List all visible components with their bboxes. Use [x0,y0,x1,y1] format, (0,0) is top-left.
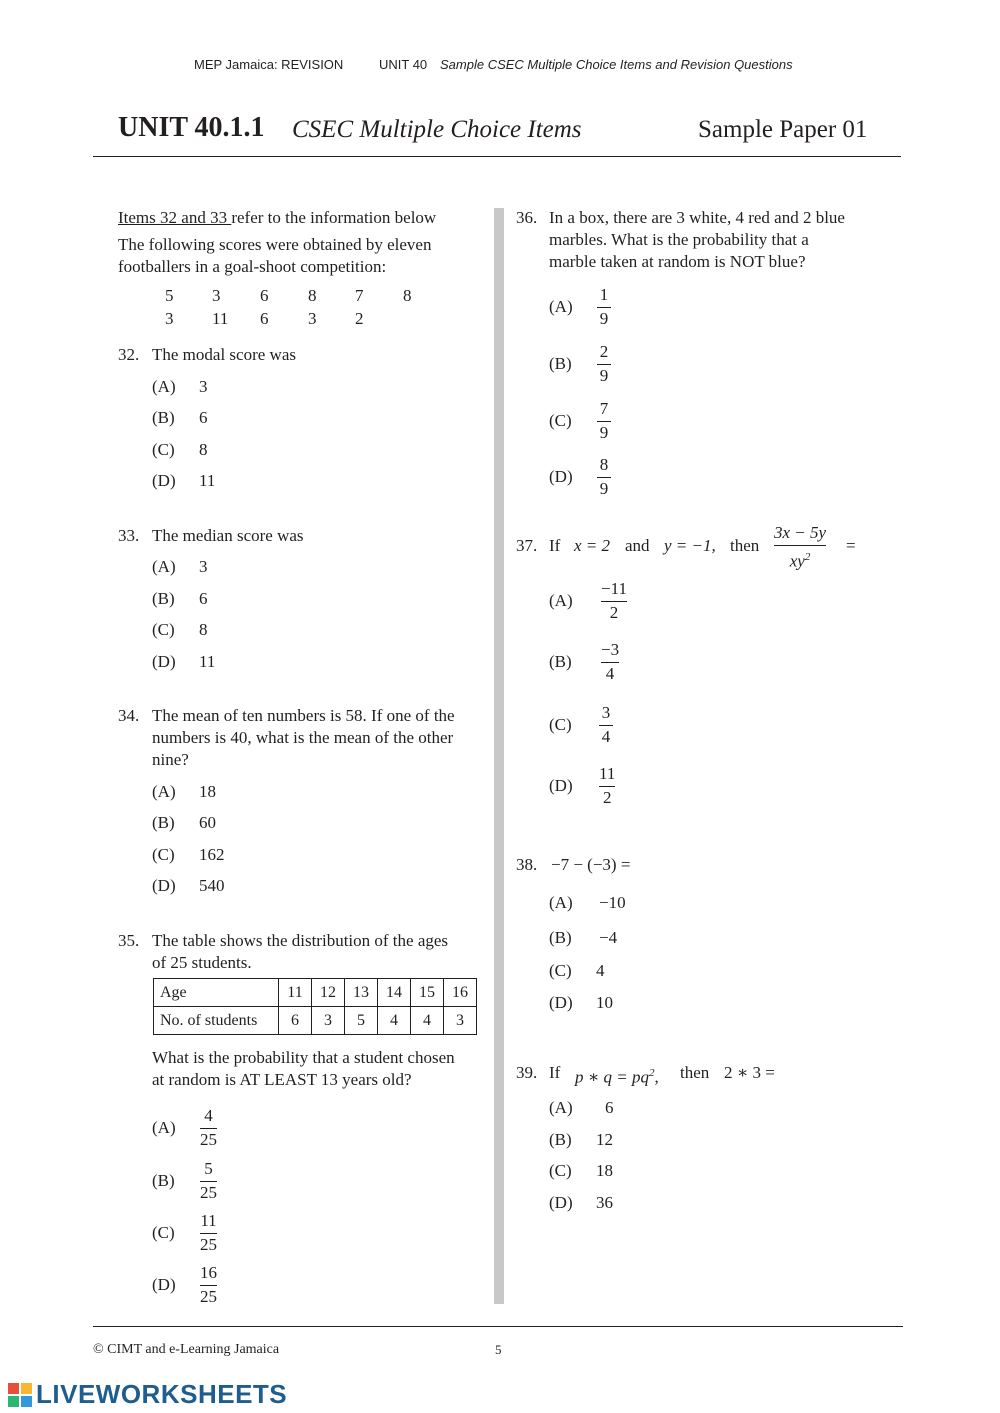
table-cell: 4 [411,1007,444,1035]
score: 3 [165,309,174,328]
table-cell: 4 [378,1007,411,1035]
liveworksheets-logo-text: LIVEWORKSHEETS [36,1379,288,1409]
score: 8 [308,286,317,305]
title-rule [93,156,901,157]
q35-line-3: What is the probability that a student chosen [152,1048,455,1067]
q36-option-a-label[interactable]: (A) [549,297,573,316]
table-cell: Age [154,979,279,1007]
q32-option-d[interactable]: (D) 11 [152,471,216,490]
score: 11 [212,309,229,328]
table-cell: 3 [312,1007,345,1035]
q36-line-2: marbles. What is the probability that a [549,230,809,249]
q35-option-d-fraction[interactable]: 16 25 [200,1263,217,1306]
q35-option-d-label[interactable]: (D) [152,1275,176,1294]
q35-option-a-label[interactable]: (A) [152,1118,176,1137]
q36-option-c-fraction[interactable]: 7 9 [597,399,611,443]
table-cell: 11 [279,979,312,1007]
q37-y-value: y = −1, [664,536,716,555]
running-header-subtitle: Sample CSEC Multiple Choice Items and Revision Questions [440,57,793,72]
q33-option-b[interactable]: (B) 6 [152,589,208,608]
table-cell: No. of students [154,1007,279,1035]
table-cell: 15 [411,979,444,1007]
q37-then: then [730,536,760,555]
q34-line-2: numbers is 40, what is the mean of the other [152,728,454,747]
q34-number: 34. [118,706,140,725]
info-line-1: The following scores were obtained by eleven [118,235,432,254]
q32-number: 32. [118,345,140,364]
q35-option-a-fraction[interactable]: 4 25 [200,1106,217,1149]
q37-if: If [549,536,561,555]
q34-option-d[interactable]: (D) 540 [152,876,225,895]
q37-option-a-label[interactable]: (A) [549,591,573,610]
q37-number: 37. [516,536,538,555]
q35-option-c-fraction[interactable]: 11 25 [200,1211,217,1254]
q39-expression: 2 ∗ 3 = [724,1063,775,1082]
info-line-2: footballers in a goal-shoot competition: [118,257,387,276]
q37-option-a-fraction[interactable]: −11 2 [601,579,627,622]
q39-if: If [549,1063,561,1082]
q33-text: The median score was [152,526,304,545]
score: 3 [308,309,317,328]
q36-option-c-label[interactable]: (C) [549,411,572,430]
q37-option-c-label[interactable]: (C) [549,715,572,734]
q38-option-a[interactable]: (A) −10 [549,893,626,912]
q39-number: 39. [516,1063,538,1082]
q36-option-d-label[interactable]: (D) [549,467,573,486]
q37-option-d-label[interactable]: (D) [549,776,573,795]
q36-option-b-label[interactable]: (B) [549,354,572,373]
q36-line-1: In a box, there are 3 white, 4 red and 2 blue [549,208,845,227]
q37-equals: = [846,536,856,555]
q32-option-b[interactable]: (B) 6 [152,408,208,427]
q36-option-b-fraction[interactable]: 2 9 [597,342,611,386]
q34-line-3: nine? [152,750,189,769]
liveworksheets-logo-icon [8,1383,32,1407]
q37-option-c-fraction[interactable]: 3 4 [599,703,613,747]
q38-expression: −7 − (−3) = [551,855,631,874]
running-header-left: MEP Jamaica: REVISION [194,57,344,72]
unit-number: UNIT 40.1.1 [118,112,265,143]
q33-option-a[interactable]: (A) 3 [152,557,208,576]
column-divider [494,208,504,1304]
q36-option-d-fraction[interactable]: 8 9 [597,455,611,499]
unit-title: CSEC Multiple Choice Items [292,116,582,143]
q38-option-d[interactable]: (D) 10 [549,993,613,1012]
table-cell: 16 [444,979,477,1007]
table-cell: 5 [345,1007,378,1035]
q39-then: then [680,1063,710,1082]
footer-rule [93,1326,903,1327]
q32-option-a[interactable]: (A) 3 [152,377,208,396]
score: 6 [260,309,269,328]
q39-option-d[interactable]: (D) 36 [549,1193,613,1212]
score: 8 [403,286,412,305]
page-number: 5 [495,1342,502,1357]
q34-option-c[interactable]: (C) 162 [152,845,225,864]
age-distribution-table [153,978,477,1035]
copyright: © CIMT and e-Learning Jamaica [93,1342,280,1357]
q34-option-a[interactable]: (A) 18 [152,782,216,801]
q33-option-d[interactable]: (D) 11 [152,652,216,671]
table-cell: 3 [444,1007,477,1035]
score: 3 [212,286,221,305]
q36-option-a-fraction[interactable]: 1 9 [597,285,611,329]
q39-option-c[interactable]: (C) 18 [549,1161,613,1180]
q35-line-2: of 25 students. [152,953,252,972]
table-cell: 12 [312,979,345,1007]
q38-option-b[interactable]: (B) −4 [549,928,618,947]
table-row [154,979,477,1007]
table-cell: 14 [378,979,411,1007]
table-cell: 6 [279,1007,312,1035]
score: 6 [260,286,269,305]
q37-expression: 3x − 5y $xy^2$ [774,523,827,571]
q37-option-d-fraction[interactable]: 11 2 [599,764,616,807]
q37-x-value: x = 2 [574,536,611,555]
table-cell: 13 [345,979,378,1007]
sample-paper-label: Sample Paper 01 [698,116,868,143]
q38-number: 38. [516,855,538,874]
q32-option-c[interactable]: (C) 8 [152,440,208,459]
q35-option-b-fraction[interactable]: 5 25 [200,1159,217,1202]
q35-number: 35. [118,931,140,950]
table-row [154,1007,477,1035]
score: 7 [355,286,364,305]
q39-option-a[interactable]: (A) 6 [549,1098,614,1117]
q39-option-b[interactable]: (B) 12 [549,1130,613,1149]
q33-number: 33. [118,526,140,545]
q37-option-b-label[interactable]: (B) [549,652,572,671]
running-header-unit: UNIT 40 [379,57,428,72]
info-reference: Items 32 and 33 refer to the information below [118,208,437,227]
q35-option-c-label[interactable]: (C) [152,1223,175,1242]
q35-line-4: at random is AT LEAST 13 years old? [152,1070,412,1089]
q39-definition: p ∗ $q = pq^2$, [575,1067,659,1087]
q32-text: The modal score was [152,345,296,364]
score: 5 [165,286,174,305]
q34-line-1: The mean of ten numbers is 58. If one of the [152,706,455,725]
q37-and: and [625,536,650,555]
q33-option-c[interactable]: (C) 8 [152,620,208,639]
q38-option-c[interactable]: (C) 4 [549,961,605,980]
q36-line-3: marble taken at random is NOT blue? [549,252,806,271]
q35-line-1: The table shows the distribution of the ages [152,931,449,950]
q34-option-b[interactable]: (B) 60 [152,813,216,832]
score: 2 [355,309,364,328]
q37-option-b-fraction[interactable]: −3 4 [601,640,620,683]
q36-number: 36. [516,208,538,227]
q35-option-b-label[interactable]: (B) [152,1171,175,1190]
